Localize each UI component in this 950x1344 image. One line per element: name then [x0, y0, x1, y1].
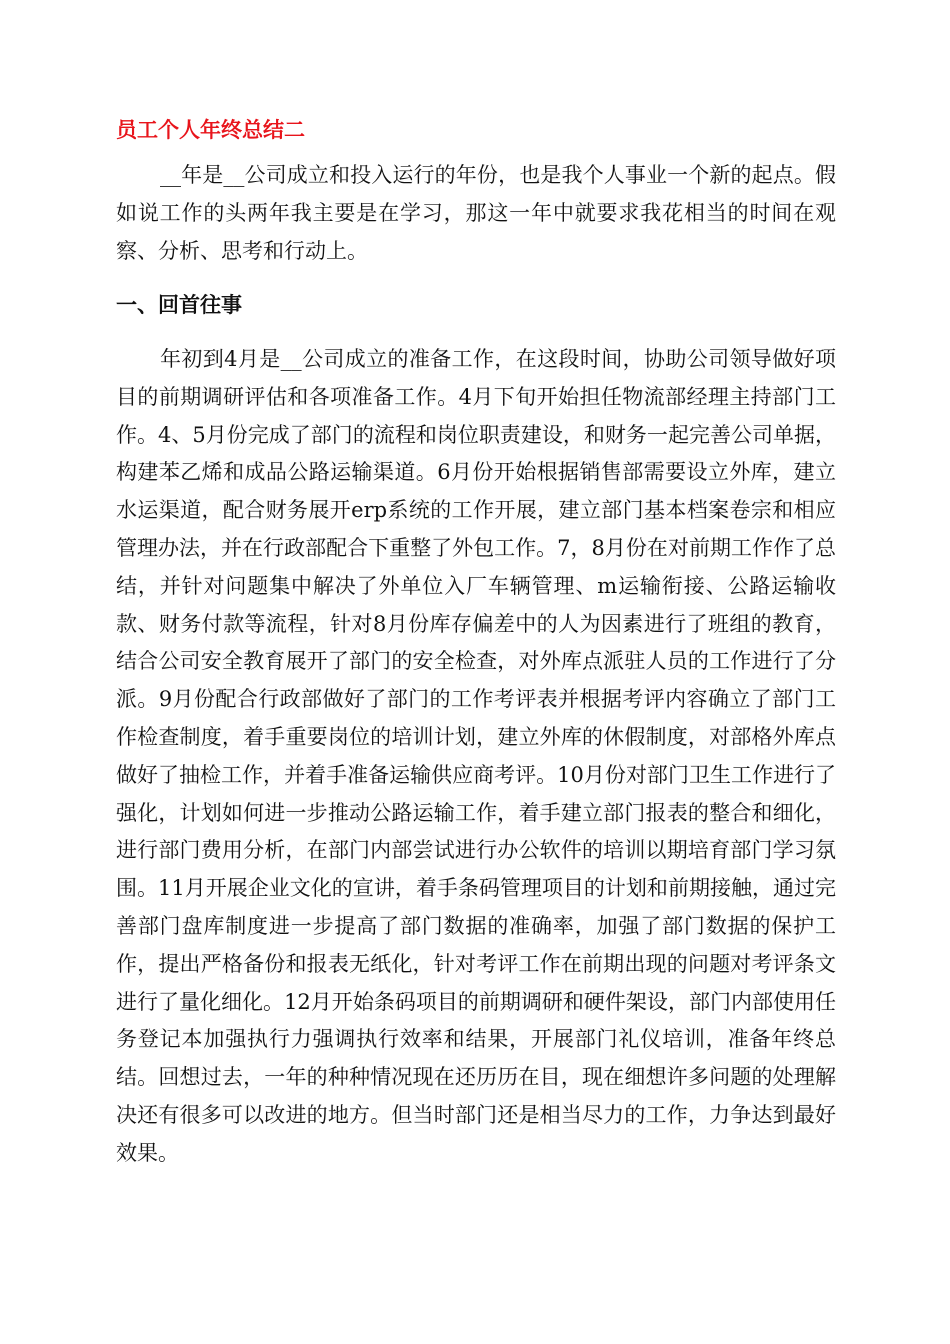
section-heading: 一、回首往事	[116, 293, 242, 317]
intro-paragraph: __年是__公司成立和投入运行的年份，也是我个人事业一个新的起点。假如说工作的头两年我主要是在学习，那这一年中就要求我花相当的时间在观察、分析、思考和行动上。	[116, 163, 836, 263]
document-title: 员工个人年终总结二	[116, 118, 305, 142]
section-body-paragraph: 年初到4月是__公司成立的准备工作，在这段时间，协助公司领导做好项目的前期调研评估和各项准备工作。4月下旬开始担任物流部经理主持部门工作。4、5月份完成了部门的流程和岗位职责建设，和财务一起完善公司单据，构建苯乙烯和成品公路运输渠道。6月份开始根据销售部需要设立外库，建立水运渠道，配合财务展开erp系统的工作开展，建立部门基本档案卷宗和相应管理办法，并在行政部配合下重整了外包工作。7，8月份在对前期工作作了总结，并针对问题集中解决了外单位入厂车辆管理、m运输衔接、公路运输收款、财务付款等流程，针对8月份库存偏差中的人为因素进行了班组的教育，结合公司安全教育展开了部门的安全检查，对外库点派驻人员的工作进行了分派。9月份配合行政部做好了部门的工作考评表并根据考评内容确立了部门工作检查制度，着手重要岗位的培训计划，建立外库的休假制度，对部格外库点做好了抽检工作，并着手准备运输供应商考评。10月份对部门卫生工作进行了强化，计划如何进一步推动公路运输工作，着手建立部门报表的整合和细化，进行部门费用分析，在部门内部尝试进行办公软件的培训以期培育部门学习氛围。11月开展企业文化的宣讲，着手条码管理项目的计划和前期接触，通过完善部门盘库制度进一步提高了部门数据的准确率，加强了部门数据的保护工作，提出严格备份和报表无纸化，针对考评工作在前期出现的问题对考评条文进行了量化细化。12月开始条码项目的前期调研和硬件架设，部门内部使用任务登记本加强执行力强调执行效率和结果，开展部门礼仪培训，准备年终总结。回想过去，一年的种种情况现在还历历在目，现在细想许多问题的处理解决还有很多可以改进的地方。但当时部门还是相当尽力的工作，力争达到最好效果。	[116, 347, 836, 1165]
